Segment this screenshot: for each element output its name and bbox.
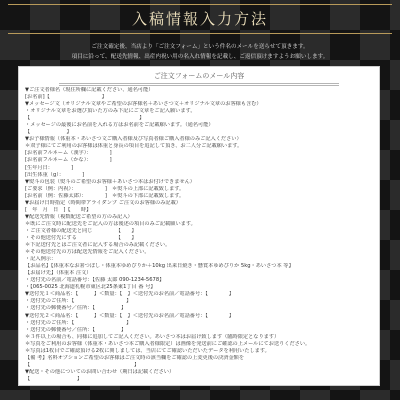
intro-text	[10, 42, 390, 62]
form-line: [ご要求（例：内祝）： ] ＊熨斗の上部に記載致します。	[25, 185, 185, 192]
form-line: 【 】	[25, 129, 72, 136]
form-line: ▼お届け日時指定（時間帯アライダンプ ご注文のお客様のみ記載）	[25, 199, 181, 206]
form-line: ＊下記送付先とはご注文者に記入する場合のみ記載ください。	[25, 242, 171, 249]
form-line: ・【065-0025 北海道札幌市東区北25条東1丁目 番 号】	[25, 284, 156, 291]
intro-line: 項目に沿って、配送先情報、出産内祝い用の名入れ情報を記載し、ご返信頂けますようお願いします。	[71, 54, 329, 60]
order-form-heading: ご注文フォームのメール内容	[59, 70, 339, 86]
order-form-lines	[25, 87, 373, 383]
form-line: ・ご注文者様の配送先と同じ 【 】	[25, 227, 137, 234]
form-line: ・メッセージの最後にお名前を入れる方はお名前をご記載願います。（通名可能）	[25, 122, 214, 129]
form-line: ・送付先の名前／電話番号：【佐藤 太郎 090-1234-5678】	[25, 277, 165, 284]
form-line: ▼メッセージ文（オリジナル文章やご希望のお客様名＋あいさつ文＋オリジナル文章のお客様も含む）	[25, 101, 262, 108]
form-line: [ 年 月 日 ]【 時】	[25, 206, 92, 213]
form-line: ＊既にご注文時に配送先をご記入の方は後述の項目のみご記載願います。	[25, 220, 196, 227]
form-line: 【お届け先】（体重本 注文）	[25, 270, 92, 277]
form-line: ▼送付先１＜商品名：【 】＜数量：【 】＜送付先のお名前／電話番号：【 】	[25, 291, 234, 298]
form-line: ▼お子様情報（体重本・あいさつ文ご購入者様及び写真者様ご購入者様のみご記入ください）	[25, 136, 242, 143]
form-line: ・送付先の郵便番号／住所：【 】	[25, 326, 127, 333]
form-line: ・その他送付先にする 【 】	[25, 234, 137, 241]
form-line: ▼配送先情報（複数配送ご希望の方のみ記入）	[25, 213, 133, 220]
form-line: ▼送付先２＜商品名：【 】＜数量：【 】＜送付先のお名前／電話番号：【 】	[25, 312, 234, 319]
form-line: 【 】	[25, 361, 140, 368]
form-line: ＊写真をご利用のお客様（体重本・あいさつ本ご購入者様限定）は画像を発送前にご確認の上メールにてお送りください。	[25, 340, 311, 347]
form-line: [お名前フルネーム（かな）： ]	[25, 157, 112, 164]
title-bottom-rule	[8, 33, 392, 34]
order-form-panel	[18, 66, 380, 386]
form-line: 【備 考】名料オプションご希望のお客様はご注文時の該当欄をご確認の上変更後の決済金額を	[25, 354, 245, 361]
form-line: ＊３件以上の場合も、同様に追加してご記入ください。あいさつ本はお届け致します（臨時限定となります）	[25, 333, 280, 340]
form-line: 【 】	[25, 115, 145, 122]
form-line: ＊写真は1枚目でご確認頂ける2枚に関しましては、当店にてご確認いただいたデータを利用いたします。	[25, 347, 270, 354]
form-line: ▼配送・その他についてのお問い合わせ（期日は記載ください）	[25, 368, 175, 375]
title-top-rule	[8, 4, 392, 5]
page-title: 入稿情報入力方法	[131, 10, 268, 28]
form-line: [お名前（例：佐藤太郎）： ] ＊熨斗の下部に記載致します。	[25, 192, 185, 199]
form-line: ▼熨斗の包装（熨斗のご希望のお客様＋あいさつ本はお付けできません）	[25, 178, 195, 185]
form-line: [生年月日： ]	[25, 164, 74, 171]
form-line: ・送付先のご住所：【 】	[25, 298, 132, 305]
form-line: [お名前]【 】	[25, 94, 107, 101]
form-line: ・オリジナル文章をお選び頂いた方のみ下記にご文章をご記入願います。	[25, 108, 196, 115]
form-line: 【 】	[25, 375, 83, 382]
form-line: ▼ご注文者様名（現住所欄に記載ください、通名可能）	[25, 87, 154, 93]
form-line: ・記入例示：	[25, 256, 57, 263]
form-line: [お名前フルネーム（漢字）： ]	[25, 150, 112, 157]
form-line: ＊双子様にてご利用のお客様は体重と身長の項目を追記して頂き、お二人分ご記載願います。	[25, 143, 243, 150]
form-line: ・送付先の郵便番号／住所：【 】	[25, 305, 127, 312]
form-line: 【お品名】【体重本なお箸つぼし・体重本ゆめぴりか＋10kg 出来日焼き・懸賞本ゆめぴりか 5kg・あいさつ本 等】	[25, 263, 294, 270]
form-line: ＊その他送付先の方は配送先情報をご記入ください。	[25, 249, 150, 256]
intro-line: ご注文確定後、当店より「ご注文フォーム」という件名のメールを送らせて頂きます。	[91, 44, 309, 50]
form-line: [出生体重（g）： ]	[25, 171, 85, 178]
form-line: ・送付先のご住所：【 】	[25, 319, 132, 326]
